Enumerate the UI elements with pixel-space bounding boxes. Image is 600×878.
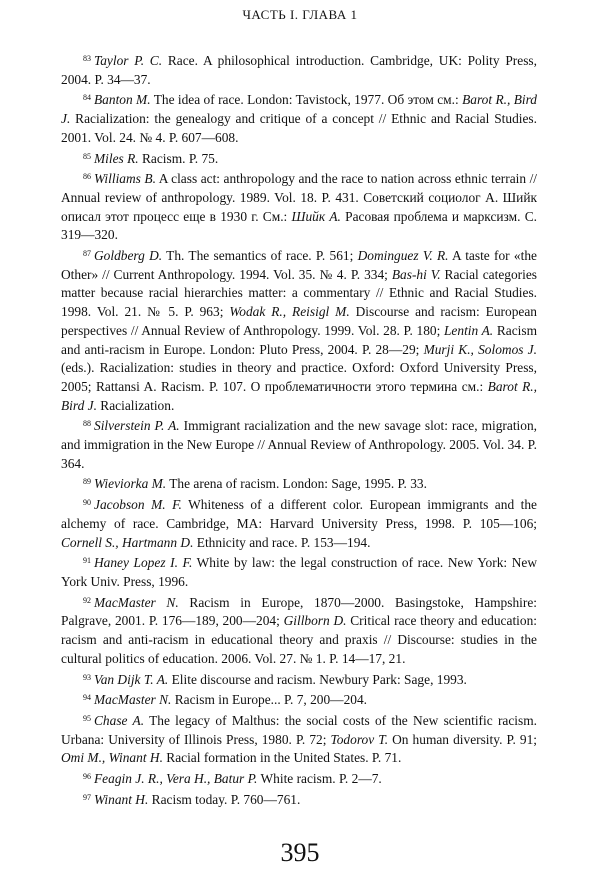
footnote-97	[61, 789, 537, 810]
footnote-92	[61, 592, 537, 669]
footnote-number: 90	[83, 498, 91, 508]
citation-text: The idea of race. London: Tavistock, 1977. Об этом см.:	[150, 92, 463, 108]
author-name: Murji K., Solomos J.	[423, 341, 537, 357]
author-name: Dominguez V. R.	[357, 248, 449, 264]
citation-text: A taste for «the Other» // Current Anthropology. 1994. Vol. 35. № 4. P. 334;	[61, 248, 537, 282]
footnote-number: 89	[83, 477, 91, 487]
citation-text: Ethnicity and race. P. 153—194.	[193, 534, 371, 550]
footnote-number: 94	[83, 693, 91, 703]
citation-text: Racialization.	[96, 397, 175, 413]
author-name: MacMaster N.	[94, 594, 179, 610]
footnote-number: 96	[83, 772, 91, 782]
citation-text: Th. The semantics of race. P. 561;	[162, 248, 358, 264]
footnote-84	[61, 89, 537, 147]
author-name: Haney Lopez I. F.	[94, 555, 193, 571]
footnote-89	[61, 473, 537, 494]
author-name: Шийк А.	[291, 208, 341, 224]
footnote-number: 83	[83, 54, 91, 63]
citation-text: Racism and anti-racism in Europe. London: Pluto Press, 2004. P. 28—29;	[61, 322, 537, 357]
footnote-number: 88	[83, 419, 91, 429]
author-name: Gillborn D.	[283, 613, 347, 629]
author-name: Todorov T.	[330, 731, 389, 747]
citation-text: Race. A philosophical introduction. Cambridge, UK: Polity Press, 2004. P. 34—37.	[61, 53, 537, 87]
citation-text: The arena of racism. London: Sage, 1995. P. 33.	[166, 476, 427, 492]
author-name: Lentin A.	[443, 322, 494, 338]
footnotes-list	[61, 50, 537, 809]
citation-text: Whiteness of a different color. European immigrants and the alchemy of race. Cambridge, MA: Harvard University Press, 1998. P. 105—106;	[61, 497, 537, 531]
citation-text: (eds.). Racialization: studies in theory and practice. Oxford: Oxford University Press, 2005; Rattansi A. Racism. P. 107. О проблематичности этого термина см.:	[61, 360, 537, 394]
footnote-88	[61, 415, 537, 473]
citation-text: Racism today. P. 760—761.	[148, 791, 301, 807]
footnote-94	[61, 689, 537, 710]
footnote-number: 95	[83, 713, 91, 723]
author-name: Barot R., Bird J.	[61, 92, 538, 127]
citation-text: Расовая проблема и марксизм. С. 319—320.	[61, 208, 537, 243]
author-name: MacMaster N.	[94, 692, 172, 708]
citation-text: Racism in Europe, 1870—2000. Basingstoke, Hampshire: Palgrave, 2001. P. 176—189, 200—204;	[61, 594, 537, 629]
citation-text: Racialization: the genealogy and critique of a concept // Ethnic and Racial Studies. 2001. Vol. 24. № 4. P. 607—608.	[61, 111, 537, 145]
footnote-83	[61, 50, 537, 89]
footnote-number: 91	[83, 556, 91, 566]
running-header: ЧАСТЬ I. ГЛАВА 1	[242, 7, 358, 22]
author-name: Silverstein P. A.	[94, 418, 180, 434]
footnote-95	[61, 710, 537, 768]
author-name: Feagin J. R., Vera H., Batur P.	[94, 771, 258, 787]
footnote-number: 86	[83, 172, 91, 182]
citation-text: Racial categories matter because racial hierarchies matter: a commentary // Ethnic and Racial Studies. 1998. Vol. 21. № 5. P. 963;	[61, 266, 537, 320]
citation-text: White by law: the legal construction of race. New York: New York Univ. Press, 1996.	[61, 555, 537, 589]
citation-text: Racism in Europe... P. 7, 200—204.	[171, 692, 368, 708]
footnote-86	[61, 168, 537, 245]
footnote-number: 87	[83, 249, 91, 259]
footnote-87	[61, 245, 537, 415]
footnote-96	[61, 768, 537, 789]
footnote-number: 84	[83, 93, 91, 103]
author-name: Taylor P. C.	[94, 53, 163, 68]
footnote-90	[61, 494, 537, 552]
author-name: Winant H.	[94, 791, 149, 807]
author-name: Wieviorka M.	[94, 476, 167, 492]
footnote-number: 93	[83, 672, 91, 682]
author-name: Goldberg D.	[94, 248, 163, 264]
author-name: Cornell S., Hartmann D.	[61, 534, 194, 550]
author-name: Omi M., Winant H.	[61, 750, 163, 766]
citation-text: Discourse and racism: European perspectives // Annual Review of Anthropology. 1999. Vol. 28. P. 180;	[61, 304, 537, 338]
citation-text: A class act: anthropology and the race to nation across ethnic terrain // Annual review of anthropology. 1989. Vol. 18. P. 431. Советский социолог А. Шийк описал этот процесс еще в 1930 г. См.:	[61, 171, 538, 224]
author-name: Williams B.	[94, 171, 156, 187]
author-name: Jacobson M. F.	[94, 497, 182, 513]
author-name: Bas-hi V.	[391, 266, 441, 282]
author-name: Chase A.	[94, 712, 145, 728]
citation-text: Racism. P. 75.	[138, 150, 219, 166]
author-name: Wodak R., Reisigl M.	[229, 304, 350, 320]
footnote-91	[61, 552, 537, 591]
author-name: Banton M.	[94, 92, 151, 108]
footnote-93	[61, 669, 537, 690]
citation-text: White racism. P. 2—7.	[257, 771, 382, 787]
author-name: Van Dijk T. A.	[94, 671, 169, 687]
citation-text: Immigrant racialization and the new savage slot: race, migration, and immigration in the New Europe // Annual Review of Anthropology. 2005. Vol. 34. P. 364.	[61, 418, 537, 471]
footnote-number: 92	[83, 595, 91, 605]
citation-text: Elite discourse and racism. Newbury Park: Sage, 1993.	[168, 671, 467, 687]
author-name: Miles R.	[94, 150, 139, 166]
page-number: 395	[280, 838, 320, 867]
citation-text: On human diversity. P. 91;	[388, 731, 537, 747]
footnote-number: 97	[83, 792, 91, 802]
citation-text: Racial formation in the United States. P. 71.	[162, 750, 402, 766]
footnote-85	[61, 148, 537, 169]
citation-text: Critical race theory and education: racism and anti-racism in educational theory and praxis // Discourse: studies in the cultural politics of education. 2006. Vol. 27. № 1. P. 14—17, 21.	[61, 613, 537, 666]
footnote-number: 85	[83, 151, 91, 161]
author-name: Barot R., Bird J.	[61, 378, 537, 413]
citation-text: The legacy of Malthus: the social costs of the New scientific racism. Urbana: University of Illinois Press, 1980. P. 72;	[61, 712, 537, 747]
